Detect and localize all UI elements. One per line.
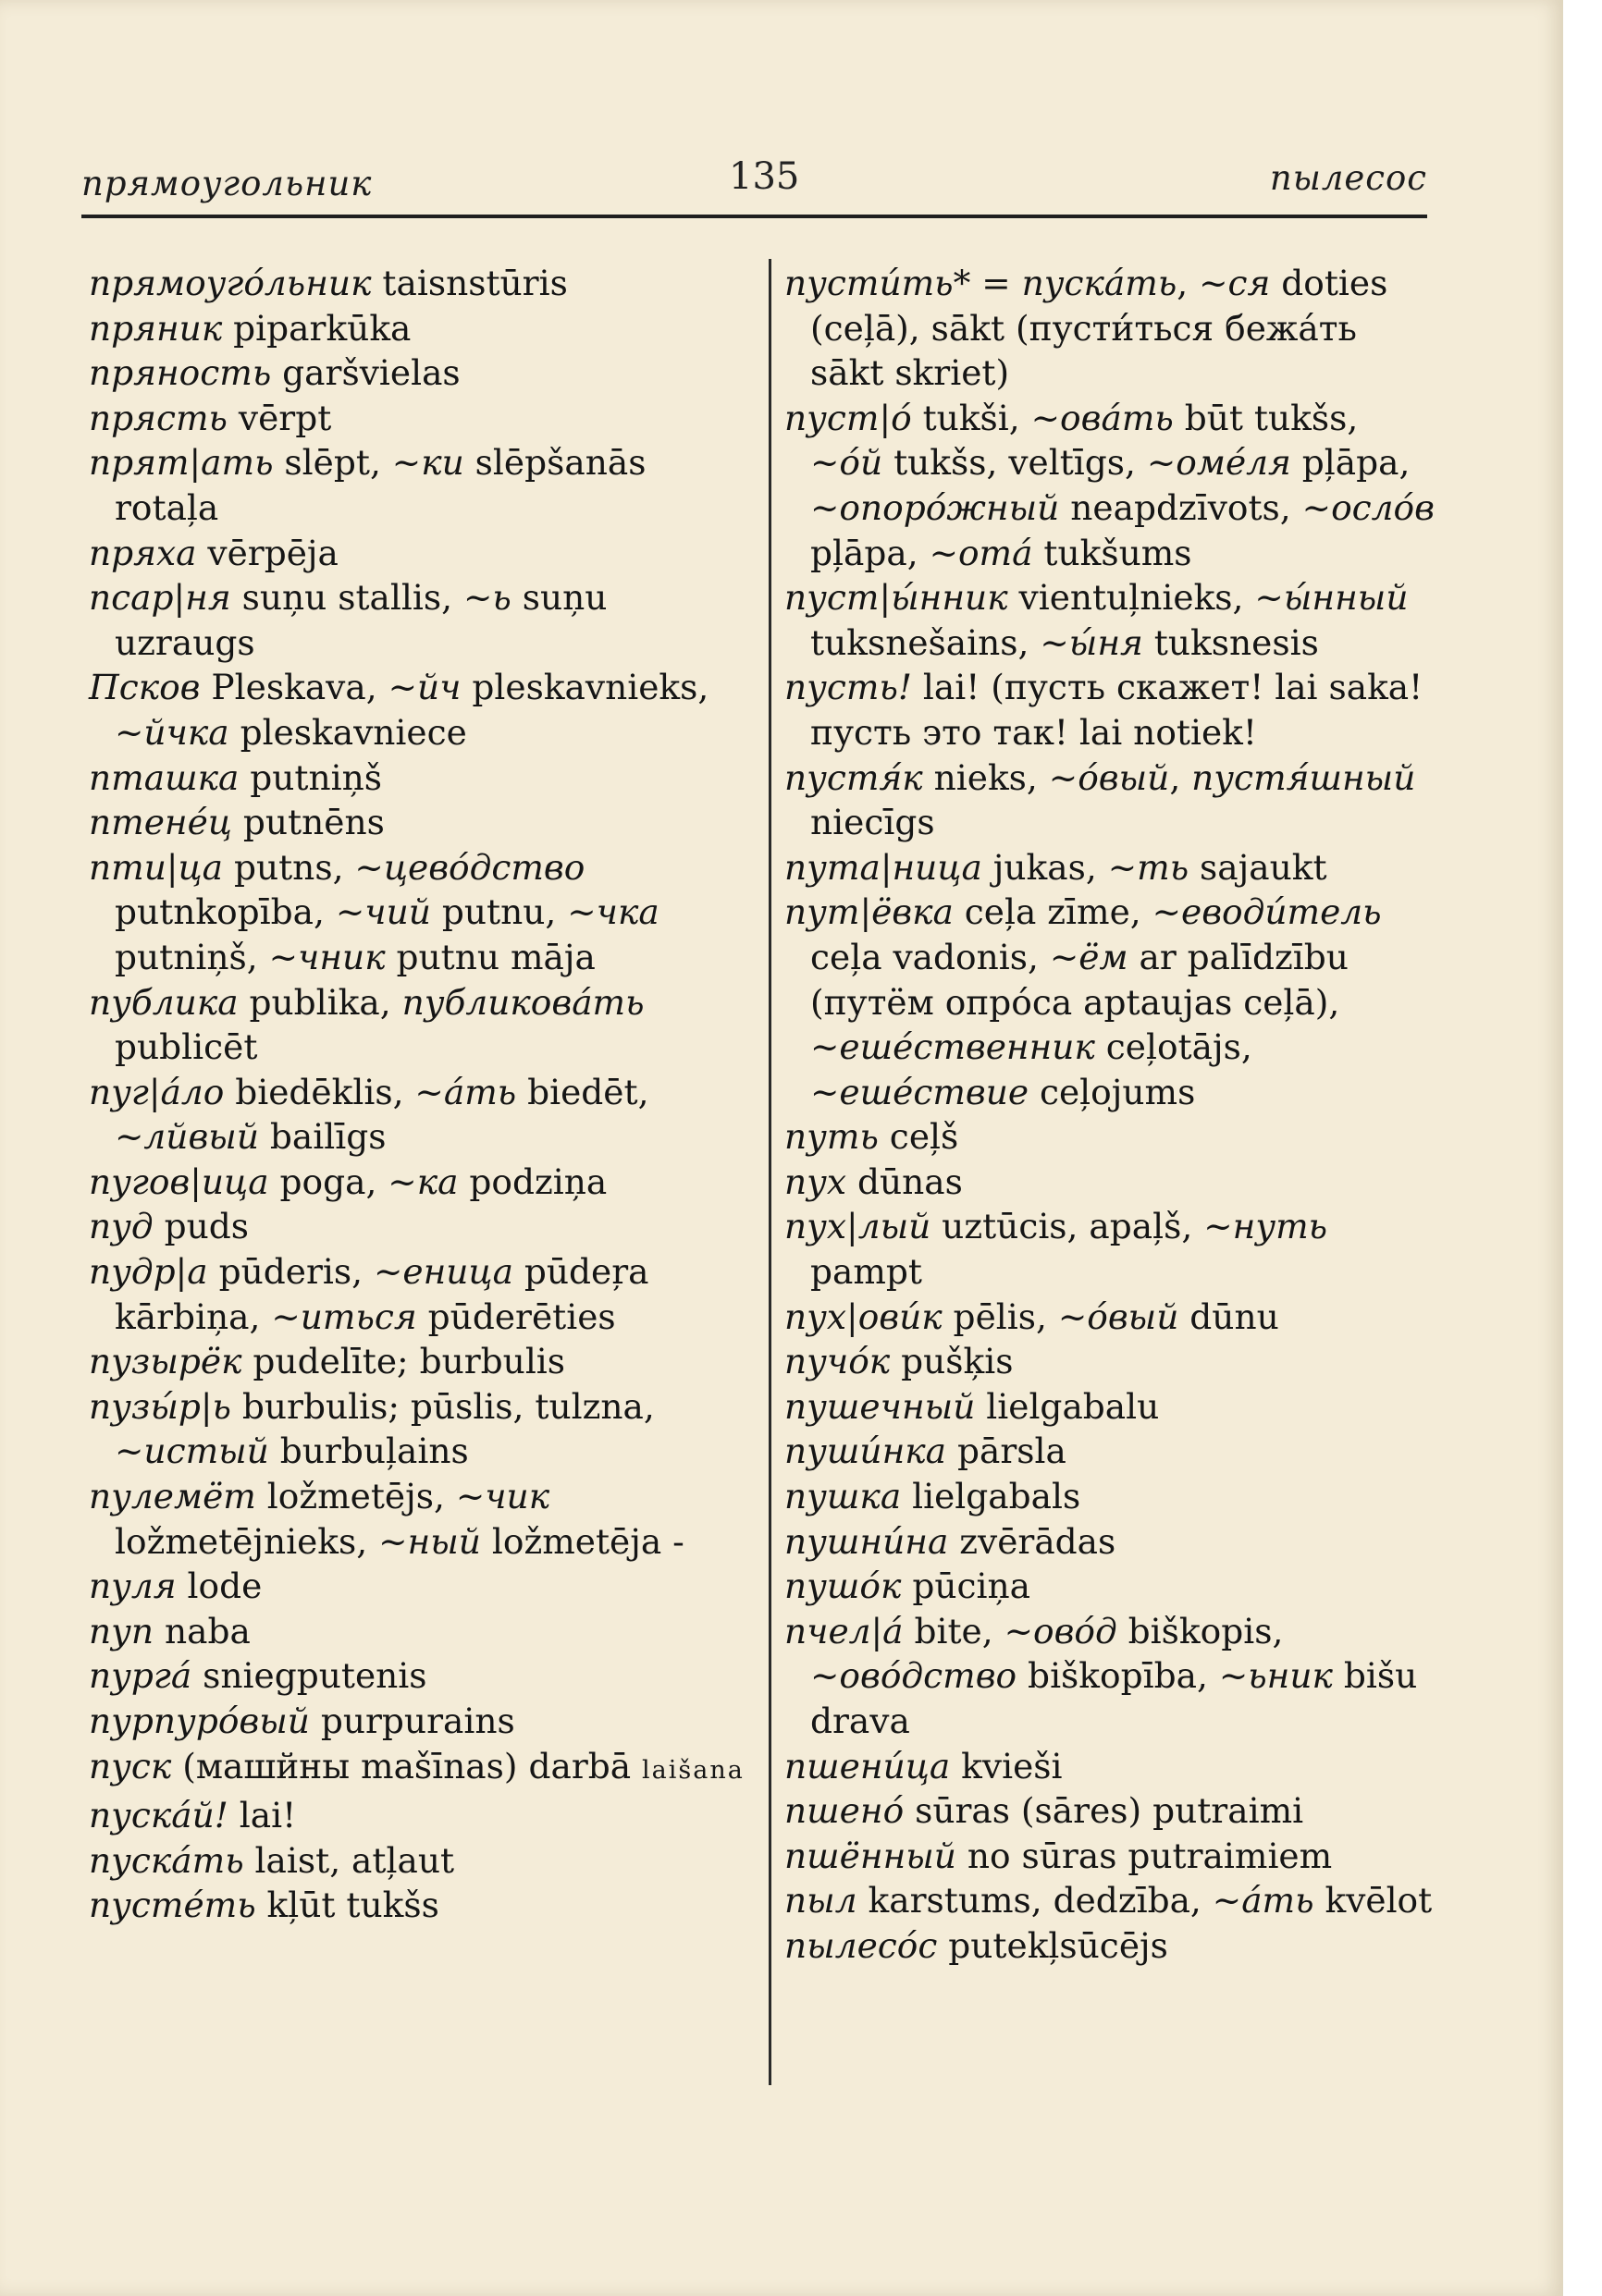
dictionary-entry: прят|ать slēpt, ~ки slēpšanās rotaļa <box>89 442 647 528</box>
headword: ~йчка <box>115 711 229 753</box>
headword: ~иться <box>271 1295 417 1337</box>
headword: пургá <box>89 1655 192 1697</box>
headword: ~овóдство <box>810 1655 1017 1697</box>
headword: пустéть <box>89 1885 256 1926</box>
headword: пута|ница <box>784 846 982 888</box>
headword: ~отá <box>929 532 1033 573</box>
dictionary-entry: пута|ница jukas, ~ть sajaukt <box>784 846 1327 888</box>
dictionary-entry: пряность garšvielas <box>89 352 461 394</box>
headword: ~ешéствие <box>810 1071 1029 1112</box>
headword: пушни́на <box>784 1520 949 1562</box>
left-column <box>89 261 750 1928</box>
headword: ~óй <box>810 442 883 484</box>
dictionary-entry: пряха vērpēja <box>89 532 339 573</box>
dictionary-entry: пут|ёвка ceļa zīme, ~еводи́тель ceļa vadonis, ~ём ar palīdzību (путём опрóса aptaujas ceļā), ~ешéственник ceļotājs, ~ешéствие ceļojums <box>784 891 1382 1112</box>
headword: пылесóс <box>784 1924 938 1966</box>
headword: прят|ать <box>89 442 274 484</box>
dictionary-entry: пугов|ица poga, ~ка podziņa <box>89 1160 608 1202</box>
headword: ~ный <box>378 1520 481 1562</box>
headword: пусть! <box>784 667 912 708</box>
headword: пуши́нка <box>784 1430 947 1472</box>
headword: ~еводи́тель <box>1152 891 1382 933</box>
dictionary-entry: пушка lielgabals <box>784 1476 1081 1517</box>
headword: пти|ца <box>89 846 224 888</box>
dictionary-entry: пуст|ó tukši, ~овáть būt tukšs, ~óй tukšs, veltīgs, ~омéля pļāpa, ~опорóжный neapdzīvots, ~ослóв pļāpa, ~отá tukšums <box>784 397 1435 573</box>
headword: пушка <box>784 1476 902 1517</box>
dictionary-entry: пылесóс putekļsūcējs <box>784 1924 1168 1966</box>
headword: ~ка <box>388 1160 459 1202</box>
dictionary-entry: пуп naba <box>89 1610 251 1651</box>
right-column <box>784 261 1436 1969</box>
headword: пуст|ы́нник <box>784 577 1008 619</box>
headword: ~йч <box>388 667 462 708</box>
headword: ~овáть <box>1030 397 1174 438</box>
headword: пусти́ть* <box>784 263 971 303</box>
page-number: 135 <box>729 155 800 198</box>
dictionary-entry: пух dūnas <box>784 1160 963 1202</box>
headword: пуд <box>89 1206 154 1247</box>
dictionary-entry: пыл karstums, dedzība, ~áть kvēlot <box>784 1880 1433 1922</box>
headword: пшённый <box>784 1835 956 1876</box>
dictionary-entry: пшени́ца kvieši <box>784 1745 1063 1786</box>
headword: пугов|ица <box>89 1160 269 1202</box>
headword: путь <box>784 1116 879 1158</box>
headword: пузырёк <box>89 1341 242 1382</box>
dictionary-entry: прямоугóльник taisnstūris <box>89 263 568 303</box>
dictionary-entry: прясть vērpt <box>89 397 332 438</box>
dictionary-entry: пусти́ть* = пускáть, ~ся doties (ceļā), sākt (пусти́ться бежáть sākt skriet) <box>784 263 1388 394</box>
column-divider <box>769 259 771 2085</box>
dictionary-entry: пуши́нка pārsla <box>784 1430 1066 1472</box>
headword: Псков <box>89 667 201 708</box>
headword: ~чик <box>455 1476 550 1517</box>
dictionary-entry: пучóк pušķis <box>784 1341 1014 1382</box>
headword: пряха <box>89 532 197 573</box>
headword: пускáй! <box>89 1795 228 1836</box>
headword: прямоугóльник <box>89 263 372 303</box>
headword: ~чка <box>567 891 659 933</box>
headword: ~еница <box>373 1251 513 1293</box>
headword: пшени́ца <box>784 1745 951 1786</box>
headword: ~лйвый <box>115 1116 259 1158</box>
dictionary-entry: пурпурóвый purpurains <box>89 1701 515 1741</box>
headword: ~ешéственник <box>810 1026 1095 1068</box>
headword: публиковáть <box>401 981 645 1023</box>
header-rule <box>81 215 1427 218</box>
headword: пуг|áло <box>89 1071 225 1112</box>
headword: ~ы́ня <box>1040 621 1143 663</box>
headword: пуп <box>89 1610 154 1651</box>
dictionary-entry: пчел|á bite, ~овóд biškopis, ~овóдство biškopība, ~ьник bišu drava <box>784 1610 1418 1741</box>
dictionary-entry: пузырёк pudelīte; burbulis <box>89 1341 566 1382</box>
headword: пыл <box>784 1880 857 1922</box>
headword: пулемёт <box>89 1476 256 1517</box>
headword: ~ём <box>1049 936 1128 977</box>
headword: ~áть <box>414 1071 517 1112</box>
headword: ~чий <box>335 891 431 933</box>
headword: ~нуть <box>1203 1206 1328 1247</box>
headword: пускáть <box>89 1839 244 1881</box>
dictionary-entry: пузы́р|ь burbulis; pūslis, tulzna, ~истый burbuļains <box>89 1385 655 1472</box>
headword: ~опорóжный <box>810 486 1060 528</box>
headword: пузы́р|ь <box>89 1385 231 1427</box>
headword: пряник <box>89 307 223 349</box>
headword: прясть <box>89 397 228 438</box>
dictionary-entry: пух|лый uztūcis, apaļš, ~нуть pampt <box>784 1206 1328 1293</box>
dictionary-entry: путь ceļš <box>784 1116 959 1158</box>
headword: пуск <box>89 1745 172 1786</box>
headword: ~ся <box>1199 263 1271 303</box>
dictionary-entry: пуля lode <box>89 1565 263 1607</box>
dictionary-entry: пусть! lai! (пусть скажет! lai saka! пусть это так! lai notiek! <box>784 667 1423 753</box>
headword: пряность <box>89 352 272 394</box>
headword: ~чник <box>268 936 386 977</box>
dictionary-entry: пшенó sūras (sāres) putraimi <box>784 1790 1304 1832</box>
headword: пушечный <box>784 1385 976 1427</box>
header-last-word: пылесос <box>1269 158 1427 198</box>
dictionary-entry: пускáть laist, atļaut <box>89 1839 455 1881</box>
headword: публика <box>89 981 239 1023</box>
dictionary-entry: пти|ца putns, ~цевóдство putnkopība, ~чий putnu, ~чка putniņš, ~чник putnu māja <box>89 846 659 977</box>
headword: пучóк <box>784 1341 891 1382</box>
headword: ~ки <box>391 442 464 484</box>
dictionary-entry: пуд puds <box>89 1206 249 1247</box>
headword: пушóк <box>784 1565 902 1607</box>
dictionary-entry: пушечный lielgabalu <box>784 1385 1160 1427</box>
dictionary-entry: пшённый no sūras putraimiem <box>784 1835 1333 1876</box>
headword: пуля <box>89 1565 177 1607</box>
headword: ~ьник <box>1218 1655 1333 1697</box>
headword: ~омéля <box>1146 442 1291 484</box>
dictionary-entry: пустя́к nieks, ~óвый, пустя́шный niecīgs <box>784 756 1416 843</box>
headword: птенéц <box>89 802 232 843</box>
headword: пташка <box>89 756 240 798</box>
dictionary-entry: пустéть kļūt tukšs <box>89 1885 439 1926</box>
headword: пудр|а <box>89 1251 208 1293</box>
dictionary-entry: птенéц putnēns <box>89 802 385 843</box>
headword: пчел|á <box>784 1610 904 1651</box>
dictionary-entry: публика publika, публиковáть publicēt <box>89 981 645 1068</box>
headword: пустя́к <box>784 756 923 798</box>
headword: псар|ня <box>89 577 231 619</box>
headword: ~óвый <box>1057 1295 1179 1337</box>
headword: пустя́шный <box>1191 756 1416 798</box>
headword: ~ослóв <box>1301 486 1435 528</box>
dictionary-entry: пушни́на zvērādas <box>784 1520 1116 1562</box>
dictionary-entry: пургá sniegputenis <box>89 1655 427 1697</box>
headword: пурпурóвый <box>89 1701 310 1741</box>
header-first-word: прямоугольник <box>81 164 373 203</box>
dictionary-entry: пудр|а pūderis, ~еница pūdeŗa kārbiņa, ~иться pūderēties <box>89 1251 649 1337</box>
headword: пух|лый <box>784 1206 931 1247</box>
headword: пух <box>784 1160 847 1202</box>
dictionary-entry: Псков Pleskava, ~йч pleskavnieks, ~йчка pleskavniece <box>89 667 709 753</box>
headword: пуст|ó <box>784 397 912 438</box>
headword: пут|ёвка <box>784 891 954 933</box>
headword: пускáть <box>1021 263 1177 303</box>
headword: пшенó <box>784 1790 905 1832</box>
headword: пух|ови́к <box>784 1295 943 1337</box>
dictionary-entry: пушóк pūciņa <box>784 1565 1030 1607</box>
dictionary-entry: пускáй! lai! <box>89 1795 297 1836</box>
headword: ~истый <box>115 1430 269 1472</box>
dictionary-entry: пряник piparkūka <box>89 307 412 349</box>
dictionary-entry: псар|ня suņu stallis, ~ь suņu uzraugs <box>89 577 608 663</box>
dictionary-entry: пуст|ы́нник vientuļnieks, ~ы́нный tuksnešains, ~ы́ня tuksnesis <box>784 577 1409 663</box>
headword: ~ы́нный <box>1254 577 1409 619</box>
headword: ~овóд <box>1004 1610 1117 1651</box>
headword: ~ь <box>462 577 511 619</box>
dictionary-entry: пташка putniņš <box>89 756 383 798</box>
dictionary-entry: пух|ови́к pēlis, ~óвый dūnu <box>784 1295 1279 1337</box>
headword: ~цевóдство <box>354 846 585 888</box>
headword: ~ть <box>1107 846 1189 888</box>
dictionary-entry: пуг|áло biedēklis, ~áть biedēt, ~лйвый bailīgs <box>89 1071 649 1158</box>
page-header <box>81 146 1427 211</box>
headword: ~áть <box>1212 1880 1314 1922</box>
dictionary-entry: пуск (машйны mašīnas) darbā laišana <box>89 1745 745 1786</box>
headword: ~óвый <box>1048 756 1170 798</box>
dictionary-entry: пулемёт ložmetējs, ~чик ložmetējnieks, ~ный ložmetēja - <box>89 1476 684 1562</box>
